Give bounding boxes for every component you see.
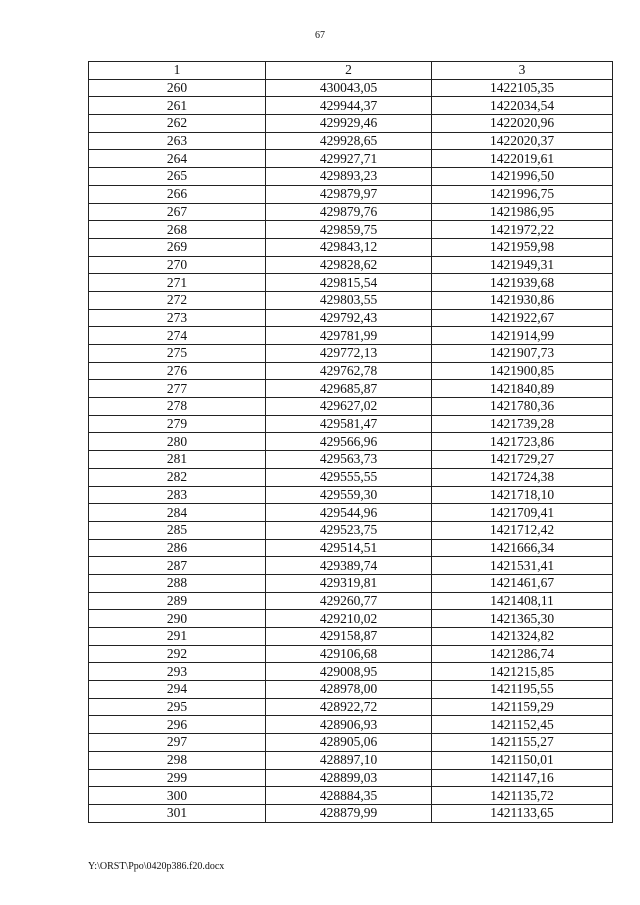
y-coordinate-cell: 1422020,37 [432, 132, 613, 150]
table-row [89, 592, 613, 610]
y-coordinate-cell: 1421780,36 [432, 398, 613, 416]
point-number-cell: 300 [89, 787, 266, 805]
x-coordinate-cell: 429929,46 [266, 115, 432, 133]
x-coordinate-cell: 429563,73 [266, 451, 432, 469]
table-row [89, 716, 613, 734]
y-coordinate-cell: 1421930,86 [432, 291, 613, 309]
x-coordinate-cell: 429803,55 [266, 291, 432, 309]
column-header-1: 1 [89, 62, 266, 80]
point-number-cell: 273 [89, 309, 266, 327]
table-row [89, 681, 613, 699]
column-header-3: 3 [432, 62, 613, 80]
table-row [89, 309, 613, 327]
x-coordinate-cell: 429319,81 [266, 574, 432, 592]
table-row [89, 97, 613, 115]
y-coordinate-cell: 1422034,54 [432, 97, 613, 115]
y-coordinate-cell: 1421159,29 [432, 698, 613, 716]
y-coordinate-cell: 1421150,01 [432, 751, 613, 769]
x-coordinate-cell: 429685,87 [266, 380, 432, 398]
x-coordinate-cell: 429389,74 [266, 557, 432, 575]
point-number-cell: 260 [89, 79, 266, 97]
x-coordinate-cell: 428897,10 [266, 751, 432, 769]
table-row [89, 769, 613, 787]
point-number-cell: 296 [89, 716, 266, 734]
table-row [89, 327, 613, 345]
x-coordinate-cell: 429260,77 [266, 592, 432, 610]
point-number-cell: 299 [89, 769, 266, 787]
table-row [89, 415, 613, 433]
table-row [89, 521, 613, 539]
x-coordinate-cell: 429843,12 [266, 238, 432, 256]
table-row [89, 451, 613, 469]
point-number-cell: 279 [89, 415, 266, 433]
point-number-cell: 268 [89, 221, 266, 239]
point-number-cell: 281 [89, 451, 266, 469]
y-coordinate-cell: 1421135,72 [432, 787, 613, 805]
x-coordinate-cell: 429544,96 [266, 504, 432, 522]
x-coordinate-cell: 428879,99 [266, 804, 432, 822]
point-number-cell: 262 [89, 115, 266, 133]
table-body [89, 79, 613, 822]
point-number-cell: 263 [89, 132, 266, 150]
y-coordinate-cell: 1421724,38 [432, 468, 613, 486]
table-row [89, 115, 613, 133]
y-coordinate-cell: 1421365,30 [432, 610, 613, 628]
x-coordinate-cell: 429893,23 [266, 168, 432, 186]
y-coordinate-cell: 1422105,35 [432, 79, 613, 97]
x-coordinate-cell: 429879,76 [266, 203, 432, 221]
y-coordinate-cell: 1421922,67 [432, 309, 613, 327]
table-row [89, 168, 613, 186]
x-coordinate-cell: 429523,75 [266, 521, 432, 539]
page-number: 67 [315, 30, 325, 41]
y-coordinate-cell: 1421939,68 [432, 274, 613, 292]
table-row [89, 787, 613, 805]
y-coordinate-cell: 1421133,65 [432, 804, 613, 822]
y-coordinate-cell: 1421147,16 [432, 769, 613, 787]
table-row [89, 804, 613, 822]
y-coordinate-cell: 1421286,74 [432, 645, 613, 663]
point-number-cell: 301 [89, 804, 266, 822]
table-header-row [89, 62, 613, 80]
point-number-cell: 277 [89, 380, 266, 398]
point-number-cell: 280 [89, 433, 266, 451]
table-row [89, 221, 613, 239]
table-row [89, 362, 613, 380]
y-coordinate-cell: 1421408,11 [432, 592, 613, 610]
table-row [89, 628, 613, 646]
point-number-cell: 266 [89, 185, 266, 203]
point-number-cell: 275 [89, 345, 266, 363]
x-coordinate-cell: 429158,87 [266, 628, 432, 646]
point-number-cell: 289 [89, 592, 266, 610]
x-coordinate-cell: 429555,55 [266, 468, 432, 486]
y-coordinate-cell: 1421152,45 [432, 716, 613, 734]
table-row [89, 274, 613, 292]
y-coordinate-cell: 1421215,85 [432, 663, 613, 681]
y-coordinate-cell: 1421996,75 [432, 185, 613, 203]
table-row [89, 468, 613, 486]
point-number-cell: 297 [89, 734, 266, 752]
y-coordinate-cell: 1421840,89 [432, 380, 613, 398]
table-row [89, 345, 613, 363]
y-coordinate-cell: 1421729,27 [432, 451, 613, 469]
point-number-cell: 283 [89, 486, 266, 504]
table-row [89, 203, 613, 221]
point-number-cell: 290 [89, 610, 266, 628]
point-number-cell: 276 [89, 362, 266, 380]
x-coordinate-cell: 429927,71 [266, 150, 432, 168]
y-coordinate-cell: 1421718,10 [432, 486, 613, 504]
table-row [89, 291, 613, 309]
y-coordinate-cell: 1421739,28 [432, 415, 613, 433]
y-coordinate-cell: 1421195,55 [432, 681, 613, 699]
x-coordinate-cell: 429928,65 [266, 132, 432, 150]
point-number-cell: 274 [89, 327, 266, 345]
x-coordinate-cell: 430043,05 [266, 79, 432, 97]
table-row [89, 751, 613, 769]
point-number-cell: 271 [89, 274, 266, 292]
point-number-cell: 293 [89, 663, 266, 681]
point-number-cell: 284 [89, 504, 266, 522]
x-coordinate-cell: 428922,72 [266, 698, 432, 716]
y-coordinate-cell: 1421959,98 [432, 238, 613, 256]
y-coordinate-cell: 1421972,22 [432, 221, 613, 239]
point-number-cell: 267 [89, 203, 266, 221]
x-coordinate-cell: 429559,30 [266, 486, 432, 504]
x-coordinate-cell: 429859,75 [266, 221, 432, 239]
point-number-cell: 270 [89, 256, 266, 274]
point-number-cell: 288 [89, 574, 266, 592]
y-coordinate-cell: 1421949,31 [432, 256, 613, 274]
point-number-cell: 265 [89, 168, 266, 186]
table-row [89, 185, 613, 203]
point-number-cell: 269 [89, 238, 266, 256]
y-coordinate-cell: 1421900,85 [432, 362, 613, 380]
x-coordinate-cell: 429210,02 [266, 610, 432, 628]
table-row [89, 433, 613, 451]
x-coordinate-cell: 429008,95 [266, 663, 432, 681]
y-coordinate-cell: 1421907,73 [432, 345, 613, 363]
point-number-cell: 286 [89, 539, 266, 557]
x-coordinate-cell: 429106,68 [266, 645, 432, 663]
x-coordinate-cell: 429828,62 [266, 256, 432, 274]
y-coordinate-cell: 1421155,27 [432, 734, 613, 752]
table-row [89, 557, 613, 575]
x-coordinate-cell: 428884,35 [266, 787, 432, 805]
table-row [89, 132, 613, 150]
table-row [89, 734, 613, 752]
column-header-2: 2 [266, 62, 432, 80]
y-coordinate-cell: 1421986,95 [432, 203, 613, 221]
table-row [89, 645, 613, 663]
x-coordinate-cell: 428905,06 [266, 734, 432, 752]
y-coordinate-cell: 1421996,50 [432, 168, 613, 186]
y-coordinate-cell: 1421914,99 [432, 327, 613, 345]
x-coordinate-cell: 428899,03 [266, 769, 432, 787]
point-number-cell: 287 [89, 557, 266, 575]
y-coordinate-cell: 1421712,42 [432, 521, 613, 539]
point-number-cell: 282 [89, 468, 266, 486]
y-coordinate-cell: 1422019,61 [432, 150, 613, 168]
point-number-cell: 292 [89, 645, 266, 663]
point-number-cell: 261 [89, 97, 266, 115]
y-coordinate-cell: 1421723,86 [432, 433, 613, 451]
x-coordinate-cell: 429566,96 [266, 433, 432, 451]
point-number-cell: 278 [89, 398, 266, 416]
point-number-cell: 285 [89, 521, 266, 539]
table-row [89, 150, 613, 168]
point-number-cell: 295 [89, 698, 266, 716]
x-coordinate-cell: 429781,99 [266, 327, 432, 345]
y-coordinate-cell: 1421666,34 [432, 539, 613, 557]
x-coordinate-cell: 428906,93 [266, 716, 432, 734]
table-row [89, 504, 613, 522]
y-coordinate-cell: 1421461,67 [432, 574, 613, 592]
table-row [89, 256, 613, 274]
point-number-cell: 294 [89, 681, 266, 699]
x-coordinate-cell: 429772,13 [266, 345, 432, 363]
point-number-cell: 264 [89, 150, 266, 168]
point-number-cell: 272 [89, 291, 266, 309]
y-coordinate-cell: 1422020,96 [432, 115, 613, 133]
table-row [89, 380, 613, 398]
y-coordinate-cell: 1421324,82 [432, 628, 613, 646]
x-coordinate-cell: 429581,47 [266, 415, 432, 433]
x-coordinate-cell: 429762,78 [266, 362, 432, 380]
point-number-cell: 298 [89, 751, 266, 769]
x-coordinate-cell: 429879,97 [266, 185, 432, 203]
table-row [89, 486, 613, 504]
table-row [89, 574, 613, 592]
y-coordinate-cell: 1421709,41 [432, 504, 613, 522]
y-coordinate-cell: 1421531,41 [432, 557, 613, 575]
table-row [89, 539, 613, 557]
x-coordinate-cell: 429627,02 [266, 398, 432, 416]
x-coordinate-cell: 429815,54 [266, 274, 432, 292]
footer-file-path: Y:\ORST\Ppo\0420p386.f20.docx [88, 861, 225, 872]
x-coordinate-cell: 429792,43 [266, 309, 432, 327]
x-coordinate-cell: 428978,00 [266, 681, 432, 699]
x-coordinate-cell: 429944,37 [266, 97, 432, 115]
table-row [89, 238, 613, 256]
table-row [89, 663, 613, 681]
table-row [89, 398, 613, 416]
table-row [89, 610, 613, 628]
x-coordinate-cell: 429514,51 [266, 539, 432, 557]
point-number-cell: 291 [89, 628, 266, 646]
coordinates-table [88, 61, 613, 823]
table-row [89, 698, 613, 716]
table-row [89, 79, 613, 97]
